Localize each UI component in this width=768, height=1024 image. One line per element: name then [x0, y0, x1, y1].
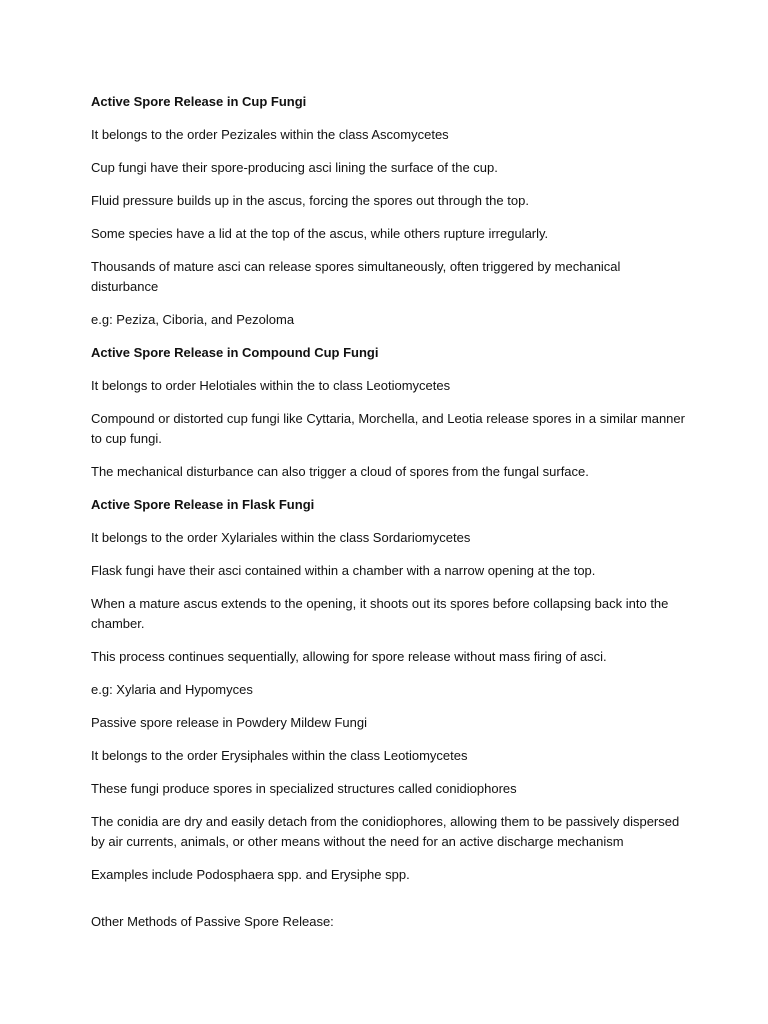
- paragraph: Some species have a lid at the top of the ascus, while others rupture irregularly.: [91, 226, 549, 241]
- paragraph: It belongs to the order Xylariales within the class Sordariomycetes: [91, 530, 471, 545]
- paragraph: This process continues sequentially, allowing for spore release without mass firing of asci.: [91, 649, 607, 664]
- paragraph: These fungi produce spores in specialized structures called conidiophores: [91, 781, 517, 796]
- paragraph: Cup fungi have their spore-producing asci lining the surface of the cup.: [91, 160, 498, 175]
- paragraph: Examples include Podosphaera spp. and Erysiphe spp.: [91, 867, 410, 882]
- paragraph: Thousands of mature asci can release spores simultaneously, often triggered by mechanical disturbance: [91, 259, 621, 294]
- paragraph: The conidia are dry and easily detach from the conidiophores, allowing them to be passively dispersed by air currents, animals, or other means without the need for an active discharge mechanism: [91, 814, 680, 849]
- document-page: [91, 92, 691, 945]
- paragraph: It belongs to the order Pezizales within the class Ascomycetes: [91, 127, 449, 142]
- heading-cup-fungi: Active Spore Release in Cup Fungi: [91, 94, 307, 109]
- heading-compound-cup-fungi: Active Spore Release in Compound Cup Fungi: [91, 345, 379, 360]
- subheading-powdery-mildew: Passive spore release in Powdery Mildew Fungi: [91, 715, 368, 730]
- paragraph: The mechanical disturbance can also trigger a cloud of spores from the fungal surface.: [91, 464, 589, 479]
- paragraph: It belongs to the order Erysiphales within the class Leotiomycetes: [91, 748, 468, 763]
- heading-flask-fungi: Active Spore Release in Flask Fungi: [91, 497, 315, 512]
- paragraph: Compound or distorted cup fungi like Cyttaria, Morchella, and Leotia release spores in a similar manner to cup fungi.: [91, 411, 685, 446]
- paragraph: Fluid pressure builds up in the ascus, forcing the spores out through the top.: [91, 193, 529, 208]
- paragraph: It belongs to order Helotiales within the to class Leotiomycetes: [91, 378, 451, 393]
- paragraph: When a mature ascus extends to the opening, it shoots out its spores before collapsing back into the chamber.: [91, 596, 669, 631]
- subheading-other-methods: Other Methods of Passive Spore Release:: [91, 914, 334, 929]
- paragraph: Flask fungi have their asci contained within a chamber with a narrow opening at the top.: [91, 563, 596, 578]
- paragraph: e.g: Xylaria and Hypomyces: [91, 682, 253, 697]
- paragraph: e.g: Peziza, Ciboria, and Pezoloma: [91, 312, 295, 327]
